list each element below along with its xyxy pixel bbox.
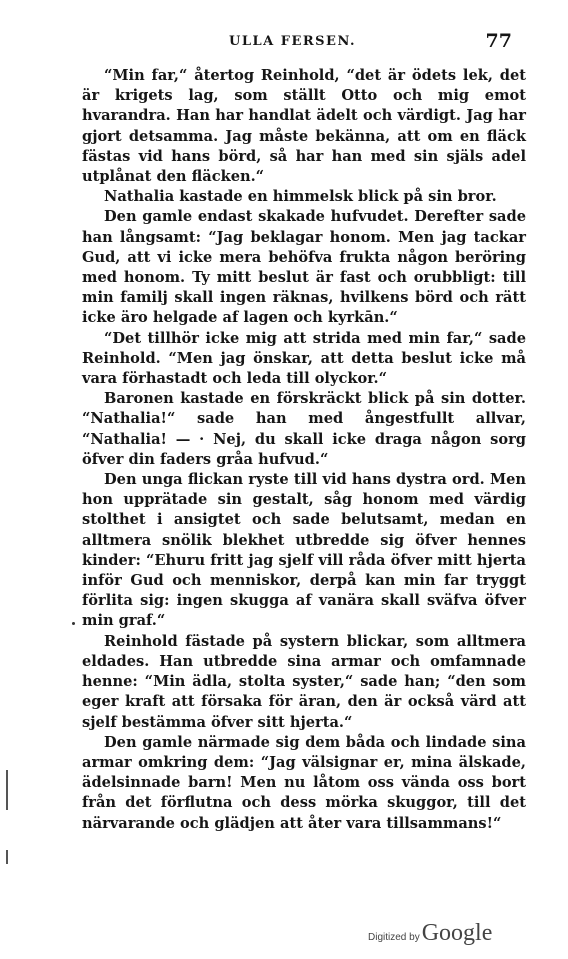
- paragraph-6: Den unga flickan ryste till vid hans dystra ord. Men hon upprätade sin gestalt, såg honom med värdig stolthet i ansigtet och sade belutsamt, medan en alltmera snölik blekhet utbredde sig öfver hennes kinder: “Ehuru fritt jag sjelf vill råda öfver mitt hjerta inför Gud och menniskor, derpå kan min far tryggt förlita sig: ingen skugga af vanära skall sväfva öfver min graf.“: [82, 471, 526, 630]
- digitized-by-label: Digitized by: [368, 932, 420, 943]
- running-title: ULLA FERSEN.: [229, 34, 357, 49]
- margin-scan-mark: [6, 770, 8, 810]
- margin-scan-mark: [6, 850, 8, 864]
- margin-dot: [72, 622, 75, 625]
- digitized-by-google-watermark: [368, 920, 492, 947]
- paragraph-5: Baronen kastade en förskräckt blick på sin dotter. “Nathalia!“ sade han med ångestfullt allvar, “Nathalia! — · Nej, du skall icke draga någon sorg öfver din faders gråa hufvud.“: [82, 390, 526, 468]
- paragraph-7: Reinhold fästade på systern blickar, som alltmera eldades. Han utbredde sina armar och omfamnade henne: “Min ädla, stolta syster,“ sade han; “den som eger kraft att försaka för äran, den är också värd att sjelf bestämma öfver sitt hjerta.“: [82, 632, 526, 731]
- paragraph-3: Den gamle endast skakade hufvudet. Derefter sade han långsamt: “Jag beklagar honom. Men jag tackar Gud, att vi icke mera behöfva frukta någon beröring med honom. Ty mitt beslut är fast och orubbligt: till min familj skall ingen räknas, hvilkens börd och rätt icke äro helgade af lagen och kyrkān.“: [82, 208, 526, 327]
- page-number: 77: [485, 30, 512, 52]
- paragraph-4: “Det tillhör icke mig att strida med min far,“ sade Reinhold. “Men jag önskar, att detta beslut icke må vara förhastadt och leda till olyckor.“: [82, 329, 526, 388]
- page-header: [80, 30, 512, 56]
- paragraph-1: “Min far,“ återtog Reinhold, “det är ödets lek, det är krigets lag, som ställt Otto och mig emot hvarandra. Han har handlat ädelt och värdigt. Jag har gjort detsamma. Jag måste bekänna, att om en fläck fästas vid hans börd, så har han med sin själs adel utplånat den fläcken.“: [82, 67, 526, 186]
- google-wordmark: Google: [421, 920, 493, 946]
- paragraph-2: Nathalia kastade en himmelsk blick på sin bror.: [104, 188, 497, 206]
- paragraph-8: Den gamle närmade sig dem båda och lindade sina armar omkring dem: “Jag välsignar er, mina älskade, ädelsinnade barn! Men nu låtom oss vända oss bort från det förflutna och dess mörka skuggor, till det närvarande och glädjen att åter vara tillsammans!“: [82, 733, 526, 832]
- page-body: [82, 66, 526, 834]
